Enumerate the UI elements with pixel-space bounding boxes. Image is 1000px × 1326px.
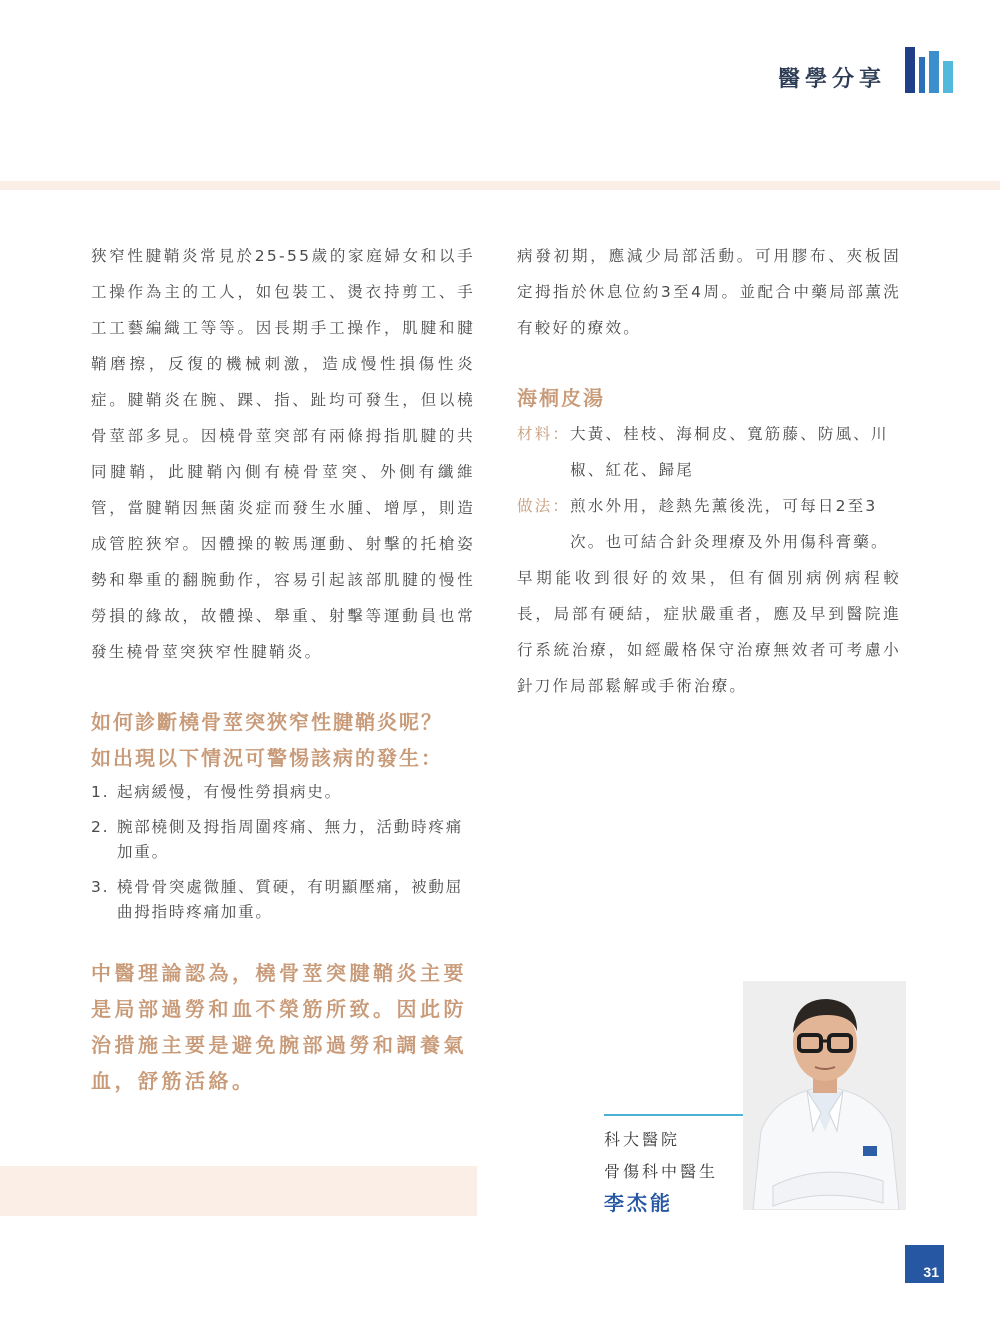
bottom-decorative-band [0,1166,477,1216]
bar-chart-logo-icon [905,47,957,93]
list-item [91,875,475,925]
method-row [517,488,901,560]
list-item [91,815,475,865]
list-item-number: 2. [91,818,110,836]
list-item [91,780,475,805]
diagnosis-heading [91,704,475,776]
list-item-number: 3. [91,878,110,896]
symptom-list [91,780,475,925]
doctor-portrait-icon [743,981,906,1210]
treatment-paragraph [517,238,901,346]
list-item-text: 橈骨骨突處微腫、質硬，有明顯壓痛，被動屈曲拇指時疼痛加重。 [117,878,464,921]
method-label: 做法： [517,497,571,515]
list-item-text: 腕部橈側及拇指周圍疼痛、無力，活動時疼痛加重。 [117,818,464,861]
list-item-text: 起病緩慢，有慢性勞損病史。 [117,783,342,801]
top-decorative-band [0,181,1000,190]
recipe-title: 海桐皮湯 [517,386,605,410]
right-column [517,238,901,704]
page-number: 31 [923,1264,939,1280]
closing-paragraph [517,560,901,704]
author-name: 李杰能 [604,1191,673,1215]
left-column [91,238,475,1099]
author-department: 骨傷科中醫生 [604,1162,719,1181]
list-item-number: 1. [91,783,110,801]
intro-text: 狹窄性腱鞘炎常見於25-55歲的家庭婦女和以手工操作為主的工人，如包裝工、燙衣持剪工、手工工藝編織工等等。因長期手工操作，肌腱和腱鞘磨擦，反復的機械刺激，造成慢性損傷性炎症。腱鞘炎在腕、踝、指、趾均可發生，但以橈骨莖部多見。因橈骨莖突部有兩條拇指肌腱的共同腱鞘，此腱鞘內側有橈骨莖突、外側有纖維管，當腱鞘因無菌炎症而發生水腫、增厚，則造成管腔狹窄。因體操的鞍馬運動、射擊的托槍姿勢和舉重的翻腕動作，容易引起該部肌腱的慢性勞損的緣故，故體操、舉重、射擊等運動員也常發生橈骨莖突狹窄性腱鞘炎。 [91,247,475,661]
page-number-box [905,1245,944,1283]
method-text: 煎水外用，趁熱先薰後洗，可每日2至3次。也可結合針灸理療及外用傷科膏藥。 [570,497,889,551]
closing-text: 早期能收到很好的效果，但有個別病例病程較長，局部有硬結，症狀嚴重者，應及早到醫院進行系統治療，如經嚴格保守治療無效者可考慮小針刀作局部鬆解或手術治療。 [517,569,901,695]
author-photo [743,981,906,1210]
tcm-quote: 中醫理論認為，橈骨莖突腱鞘炎主要是局部過勞和血不榮筋所致。因此防治措施主要是避免腕部過勞和調養氣血，舒筋活絡。 [91,961,467,1093]
author-divider [604,1114,744,1116]
treatment-text: 病發初期，應減少局部活動。可用膠布、夾板固定拇指於休息位約3至4周。並配合中藥局部薰洗有較好的療效。 [517,247,901,337]
diagnosis-heading-line2: 如出現以下情況可警惕該病的發生： [91,746,443,770]
author-hospital: 科大醫院 [604,1130,681,1149]
ingredients-label: 材料： [517,425,571,443]
section-title: 醫學分享 [778,67,887,92]
intro-paragraph [91,238,475,670]
ingredients-text: 大黃、桂枝、海桐皮、寬筋藤、防風、川椒、紅花、歸尾 [570,425,889,479]
author-block [604,1124,718,1218]
ingredients-row [517,416,901,488]
diagnosis-heading-line1: 如何診斷橈骨莖突狹窄性腱鞘炎呢？ [91,710,443,734]
